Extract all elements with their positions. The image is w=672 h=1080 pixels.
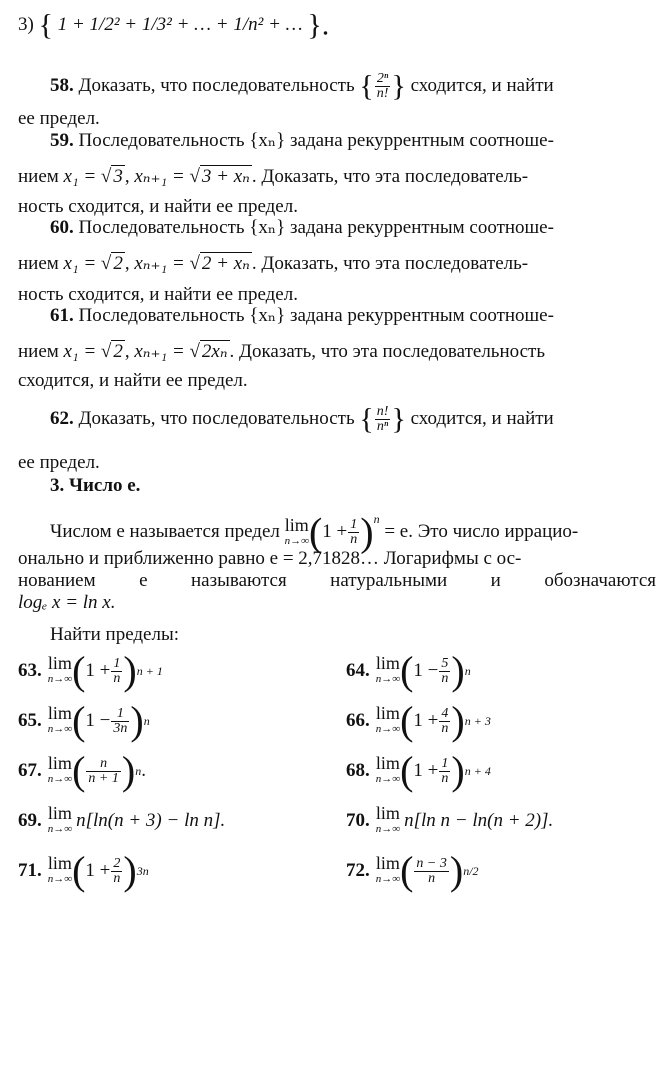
paren-close: ) bbox=[121, 748, 136, 793]
fraction-numerator: n! bbox=[376, 404, 389, 419]
problem-number: 58. bbox=[50, 74, 74, 96]
lim-subscript: n→∞ bbox=[47, 673, 73, 685]
section-heading: 3. Число е. bbox=[50, 475, 141, 496]
exercise-64 bbox=[346, 646, 471, 696]
problem-text: . Доказать, что эта последовательность bbox=[229, 341, 546, 362]
lim-word: lim bbox=[47, 653, 72, 673]
section-text: Числом е называется предел bbox=[50, 521, 280, 542]
fraction bbox=[439, 757, 450, 786]
problem-text: сходится, и найти bbox=[410, 407, 554, 429]
fraction-numerator: 1 bbox=[350, 517, 358, 533]
exercise-number: 63. bbox=[18, 660, 42, 681]
expression: 1 + bbox=[413, 760, 439, 781]
paren-close: ) bbox=[123, 848, 137, 893]
lim-subscript: n→∞ bbox=[375, 823, 401, 835]
problem-text: нием bbox=[18, 166, 59, 187]
radicand: 2 + xₙ bbox=[201, 253, 250, 274]
radicand: 2xₙ bbox=[201, 341, 228, 362]
problem-text: Последовательность {xₙ} задана рекуррентным соотноше- bbox=[78, 130, 554, 151]
fraction-denominator: n bbox=[428, 870, 436, 886]
lim-word: lim bbox=[375, 703, 400, 723]
lim-subscript: n→∞ bbox=[375, 723, 401, 735]
problem-62-cont: ее предел. bbox=[18, 452, 100, 473]
exercise-number: 72. bbox=[346, 860, 370, 881]
expression: 1 + bbox=[413, 710, 439, 731]
paren-close: ) bbox=[449, 848, 464, 893]
paren-close: ) bbox=[123, 648, 137, 693]
problem-number: 62. bbox=[50, 407, 74, 429]
radicand: 2 bbox=[113, 341, 123, 362]
fraction-numerator: 1 bbox=[113, 655, 121, 671]
problem-number: 61. bbox=[50, 305, 74, 326]
limit bbox=[48, 755, 72, 787]
paren-open: ( bbox=[72, 648, 86, 693]
paren-close: ) bbox=[451, 698, 465, 743]
limit bbox=[376, 705, 400, 737]
formula: x₁ = bbox=[63, 166, 101, 187]
fraction-numerator: 1 bbox=[111, 707, 129, 722]
fraction bbox=[348, 518, 359, 547]
exponent: n/2 bbox=[463, 863, 479, 878]
limit bbox=[48, 705, 72, 737]
fraction-denominator: 3n bbox=[113, 720, 128, 736]
problem-60 bbox=[50, 217, 656, 239]
sqrt: √ 2xₙ bbox=[189, 341, 228, 362]
fraction-denominator: n bbox=[350, 532, 358, 548]
paren-open: ( bbox=[400, 648, 414, 693]
problem-61-line2: нием x₁ = √ 2 , xₙ₊₁ = √ 2xₙ . Доказать, что эта последовательность bbox=[18, 341, 546, 362]
lim-word: lim bbox=[47, 803, 72, 823]
problem-text: Последовательность {xₙ} задана рекуррентным соотноше- bbox=[78, 217, 554, 238]
brace-open: { bbox=[359, 402, 374, 436]
lim-subscript: n→∞ bbox=[47, 723, 73, 735]
expression: 1 + bbox=[85, 660, 111, 681]
problem-60-line2: нием x₁ = √ 2 , xₙ₊₁ = √ 2 + xₙ . Доказать, что эта последователь- bbox=[18, 253, 529, 274]
fraction-numerator: n − 3 bbox=[416, 855, 447, 871]
lim-word: lim bbox=[47, 703, 72, 723]
lim-word: lim bbox=[375, 853, 400, 873]
expression: 1 + bbox=[85, 860, 111, 881]
formula: xₙ₊₁ = bbox=[134, 166, 190, 187]
limit bbox=[48, 855, 72, 887]
limit bbox=[376, 805, 400, 837]
lim-subscript: n→∞ bbox=[47, 823, 73, 835]
radicand: 3 + xₙ bbox=[201, 166, 250, 187]
exercise-number: 70. bbox=[346, 810, 370, 831]
paren-open: ( bbox=[72, 698, 86, 743]
expression: n[ln n − ln(n + 2)]. bbox=[404, 810, 554, 831]
problem-text: нием bbox=[18, 253, 59, 274]
lim-word: lim bbox=[284, 514, 309, 535]
limit bbox=[48, 805, 72, 837]
paren-open: ( bbox=[72, 748, 86, 793]
exercise-68 bbox=[346, 746, 491, 796]
problem-number: 59. bbox=[50, 130, 74, 151]
problem-59-cont: ность сходится, и найти ее предел. bbox=[18, 196, 298, 217]
paren-open: ( bbox=[308, 509, 323, 555]
fraction bbox=[439, 657, 450, 686]
formula: x₁ = bbox=[63, 341, 101, 362]
fraction bbox=[439, 707, 450, 736]
exponent: n + 1 bbox=[136, 663, 163, 678]
formula: x₁ = bbox=[63, 253, 101, 274]
fraction-numerator: n bbox=[86, 757, 120, 772]
fraction bbox=[111, 707, 129, 736]
lim-word: lim bbox=[375, 803, 400, 823]
section-line-1 bbox=[50, 508, 656, 555]
lim-subscript: n→∞ bbox=[375, 873, 401, 885]
fraction bbox=[414, 857, 448, 886]
exponent: n + 3 bbox=[464, 713, 491, 728]
fraction-denominator: n + 1 bbox=[88, 770, 119, 786]
fraction-denominator: nⁿ bbox=[376, 419, 389, 434]
problem-59-line2: нием x₁ = √ 3 , xₙ₊₁ = √ 3 + xₙ . Доказать, что эта последователь- bbox=[18, 166, 529, 187]
exercise-number: 66. bbox=[346, 710, 370, 731]
exercise-66 bbox=[346, 696, 491, 746]
brace-open: { bbox=[359, 69, 374, 103]
paren-close: ) bbox=[451, 648, 465, 693]
section-text: = е. Это число иррацио- bbox=[384, 521, 579, 542]
exercise-number: 68. bbox=[346, 760, 370, 781]
fraction bbox=[86, 757, 120, 786]
exercise-number: 67. bbox=[18, 760, 42, 781]
exercise-70 bbox=[346, 796, 553, 846]
fraction-denominator: n! bbox=[376, 86, 389, 101]
exercise-69 bbox=[18, 796, 225, 846]
paren-open: ( bbox=[72, 848, 86, 893]
exercise-71 bbox=[18, 846, 149, 896]
exercise-number: 64. bbox=[346, 660, 370, 681]
item-3 bbox=[18, 8, 656, 42]
problem-text: Доказать, что последовательность bbox=[78, 407, 355, 429]
problem-61-cont: сходится, и найти ее предел. bbox=[18, 370, 248, 391]
exercise-65 bbox=[18, 696, 150, 746]
exponent: n bbox=[143, 713, 150, 728]
expression: n[ln(n + 3) − ln n]. bbox=[76, 810, 226, 831]
lim-word: lim bbox=[47, 853, 72, 873]
sqrt: √ 2 bbox=[100, 253, 123, 274]
exponent: n bbox=[135, 763, 142, 778]
section-line-3: нованием е называются натуральными и обозначаются bbox=[18, 570, 656, 591]
lim-subscript: n→∞ bbox=[47, 773, 73, 785]
exercise-number: 71. bbox=[18, 860, 42, 881]
fraction-numerator: 5 bbox=[441, 655, 449, 671]
exponent: n bbox=[373, 512, 380, 526]
brace-close: }. bbox=[307, 8, 330, 42]
exercise-number: 65. bbox=[18, 710, 42, 731]
radicand: 2 bbox=[113, 253, 123, 274]
fraction bbox=[111, 857, 122, 886]
sqrt: √ 3 bbox=[100, 166, 123, 187]
problem-number: 60. bbox=[50, 217, 74, 238]
paren-close: ) bbox=[451, 748, 465, 793]
exercise-67 bbox=[18, 746, 146, 796]
problem-59 bbox=[50, 130, 656, 152]
lim-word: lim bbox=[47, 753, 72, 773]
paren-close: ) bbox=[360, 509, 374, 555]
exponent: 3n bbox=[136, 863, 149, 878]
exercise-63 bbox=[18, 646, 163, 696]
fraction bbox=[375, 405, 391, 434]
problem-60-cont: ность сходится, и найти ее предел. bbox=[18, 284, 298, 305]
paren-open: ( bbox=[400, 748, 414, 793]
exponent: n + 4 bbox=[464, 763, 491, 778]
sqrt: √ 2 + xₙ bbox=[189, 253, 250, 274]
lim-subscript: n→∞ bbox=[284, 534, 309, 547]
lim-word: lim bbox=[375, 753, 400, 773]
section-line-2: онально и приближенно равно е = 2,71828… Логарифмы с ос- bbox=[18, 548, 522, 569]
problem-58 bbox=[50, 69, 656, 103]
problem-text: . Доказать, что эта последователь- bbox=[251, 253, 529, 274]
expression: 1 − bbox=[85, 710, 111, 731]
limit bbox=[376, 855, 400, 887]
fraction bbox=[375, 72, 391, 101]
expression: 1 − bbox=[413, 660, 439, 681]
find-limits: Найти пределы: bbox=[50, 624, 180, 645]
limit bbox=[48, 655, 72, 687]
lim-subscript: n→∞ bbox=[47, 873, 73, 885]
fraction-numerator: 2 bbox=[113, 855, 121, 871]
fraction-denominator: n bbox=[441, 720, 449, 736]
exercise-72 bbox=[346, 846, 479, 896]
fraction-denominator: n bbox=[113, 670, 121, 686]
formula: xₙ₊₁ = bbox=[134, 253, 190, 274]
fraction-denominator: n bbox=[113, 870, 121, 886]
exercise-number: 69. bbox=[18, 810, 42, 831]
problem-text: Последовательность {xₙ} задана рекуррентным соотноше- bbox=[78, 305, 554, 326]
lim-subscript: n→∞ bbox=[375, 673, 401, 685]
expression: 1 + bbox=[322, 521, 348, 542]
exponent: n bbox=[464, 663, 471, 678]
fraction-denominator: n bbox=[441, 770, 449, 786]
trailing-punctuation: . bbox=[141, 760, 146, 781]
brace-open: { bbox=[38, 8, 53, 42]
brace-close: } bbox=[391, 402, 406, 436]
section-line-4: logₑ x = ln x. bbox=[18, 592, 116, 613]
limit bbox=[284, 514, 309, 549]
fraction-numerator: 2ⁿ bbox=[375, 72, 391, 87]
problem-text: . Доказать, что эта последователь- bbox=[251, 166, 529, 187]
item-3-label: 3) bbox=[18, 14, 34, 35]
formula: xₙ₊₁ = bbox=[134, 341, 190, 362]
paren-open: ( bbox=[400, 848, 414, 893]
fraction-denominator: n bbox=[441, 670, 449, 686]
radicand: 3 bbox=[113, 166, 123, 187]
problem-text: Доказать, что последовательность bbox=[78, 74, 355, 96]
lim-subscript: n→∞ bbox=[375, 773, 401, 785]
problem-62 bbox=[50, 402, 656, 436]
problem-61 bbox=[50, 305, 656, 327]
limit bbox=[376, 655, 400, 687]
fraction-numerator: 1 bbox=[441, 755, 449, 771]
fraction-numerator: 4 bbox=[441, 705, 449, 721]
problem-text: сходится, и найти bbox=[410, 74, 554, 96]
paren-open: ( bbox=[400, 698, 414, 743]
lim-word: lim bbox=[375, 653, 400, 673]
problem-58-cont: ее предел. bbox=[18, 108, 100, 129]
brace-close: } bbox=[391, 69, 406, 103]
problem-text: нием bbox=[18, 341, 59, 362]
limit bbox=[376, 755, 400, 787]
paren-close: ) bbox=[130, 698, 144, 743]
fraction bbox=[111, 657, 122, 686]
sqrt: √ 3 + xₙ bbox=[189, 166, 250, 187]
item-3-expression: 1 + 1/2² + 1/3² + … + 1/n² + … bbox=[57, 14, 303, 35]
sqrt: √ 2 bbox=[100, 341, 123, 362]
